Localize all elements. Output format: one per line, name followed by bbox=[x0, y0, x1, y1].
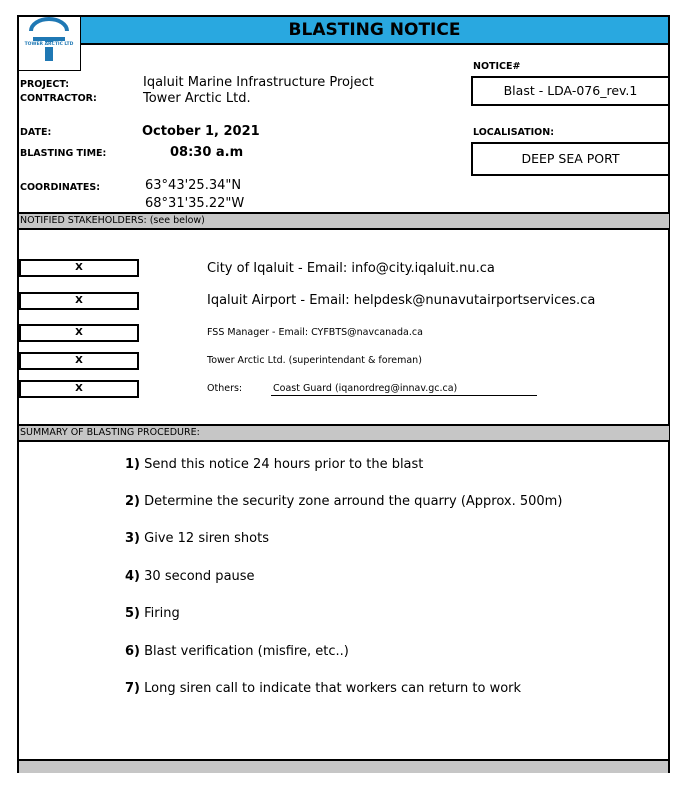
page-title: BLASTING NOTICE bbox=[81, 17, 668, 45]
notice-number-box bbox=[471, 76, 670, 106]
stakeholder-checkbox[interactable]: X bbox=[19, 380, 139, 398]
procedure-step: 4) 30 second pause bbox=[125, 569, 255, 584]
stakeholders-header: NOTIFIED STAKEHOLDERS: (see below) bbox=[19, 212, 669, 230]
localisation-box bbox=[471, 142, 670, 176]
stakeholder-others-value: Coast Guard (iqanordreg@innav.gc.ca) bbox=[271, 383, 537, 396]
stakeholder-fss: FSS Manager - Email: CYFBTS@navcanada.ca bbox=[207, 327, 423, 338]
stakeholder-others-label: Others: bbox=[207, 383, 243, 394]
coordinates-lon: 68°31'35.22"W bbox=[145, 196, 245, 211]
procedure-step: 5) Firing bbox=[125, 606, 180, 621]
blasting-time-value: 08:30 a.m bbox=[170, 145, 244, 160]
procedure-step: 1) Send this notice 24 hours prior to the blast bbox=[125, 457, 424, 472]
date-value: October 1, 2021 bbox=[142, 124, 260, 139]
project-value: Iqaluit Marine Infrastructure Project bbox=[143, 75, 374, 90]
procedure-step: 7) Long siren call to indicate that workers can return to work bbox=[125, 681, 522, 696]
localisation-label: LOCALISATION: bbox=[473, 127, 555, 138]
stakeholder-airport: Iqaluit Airport - Email: helpdesk@nunavutairportservices.ca bbox=[207, 293, 596, 308]
contractor-value: Tower Arctic Ltd. bbox=[143, 91, 251, 106]
footer-bar bbox=[19, 759, 668, 773]
blasting-time-label: BLASTING TIME: bbox=[20, 148, 107, 159]
stakeholder-tower-arctic: Tower Arctic Ltd. (superintendant & foreman) bbox=[207, 355, 422, 366]
logo-text: TOWER ARCTIC LTD bbox=[24, 42, 74, 47]
company-logo bbox=[19, 17, 81, 71]
procedure-step: 3) Give 12 siren shots bbox=[125, 531, 269, 546]
stakeholder-checkbox[interactable]: X bbox=[19, 324, 139, 342]
date-label: DATE: bbox=[20, 127, 52, 138]
contractor-label: CONTRACTOR: bbox=[20, 93, 97, 104]
procedure-step: 2) Determine the security zone arround the quarry (Approx. 500m) bbox=[125, 494, 563, 509]
localisation-value: DEEP SEA PORT bbox=[521, 151, 620, 166]
coordinates-lat: 63°43'25.34"N bbox=[145, 178, 242, 193]
stakeholder-checkbox[interactable]: X bbox=[19, 259, 139, 277]
coordinates-label: COORDINATES: bbox=[20, 182, 101, 193]
project-label: PROJECT: bbox=[20, 79, 70, 90]
notice-number-value: Blast - LDA-076_rev.1 bbox=[503, 83, 638, 98]
procedure-header: SUMMARY OF BLASTING PROCEDURE: bbox=[19, 424, 669, 442]
notice-label: NOTICE# bbox=[473, 61, 521, 72]
stakeholder-checkbox[interactable]: X bbox=[19, 352, 139, 370]
stakeholder-city: City of Iqaluit - Email: info@city.iqaluit.nu.ca bbox=[207, 261, 495, 276]
procedure-step: 6) Blast verification (misfire, etc..) bbox=[125, 644, 349, 659]
stakeholder-checkbox[interactable]: X bbox=[19, 292, 139, 310]
